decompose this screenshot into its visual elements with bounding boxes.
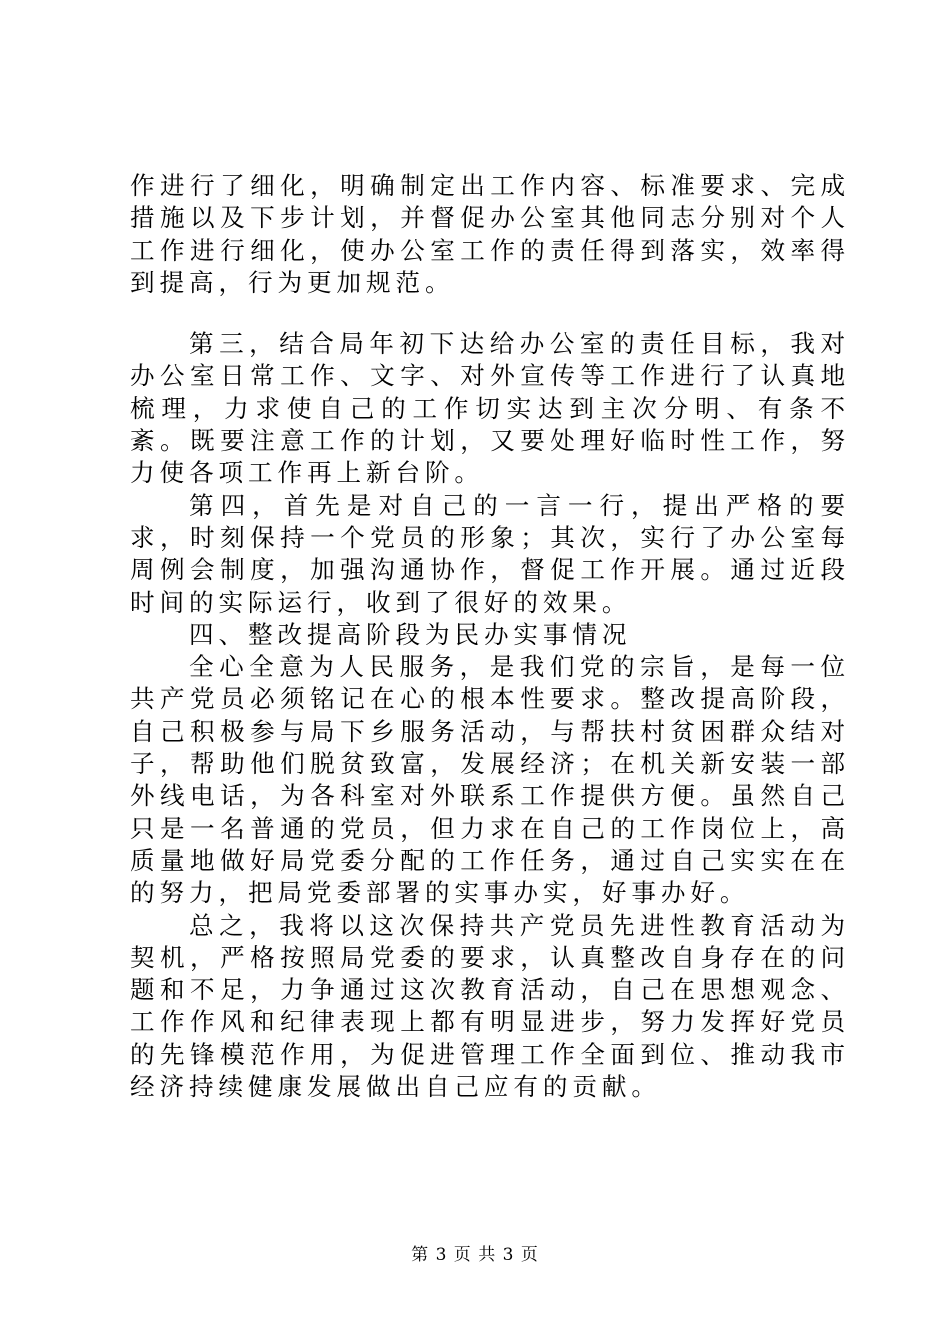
paragraph-gap <box>130 299 850 328</box>
paragraph-serve-people: 全心全意为人民服务，是我们党的宗旨，是每一位共产党员必须铭记在心的根本性要求。整改提高阶段，自己积极参与局下乡服务活动，与帮扶村贫困群众结对子，帮助他们脱贫致富，发展经济；在机关新安装一部外线电话，为各科室对外联系工作提供方便。虽然自己只是一名普通的党员，但力求在自己的工作岗位上，高质量地做好局党委分配的工作任务，通过自己实实在在的努力，把局党委部署的实事办实，好事办好。 <box>130 652 850 908</box>
document-body <box>130 170 850 1103</box>
page-number-footer: 第 3 页 共 3 页 <box>411 1245 539 1265</box>
paragraph-continuation: 作进行了细化，明确制定出工作内容、标准要求、完成措施以及下步计划，并督促办公室其他同志分别对个人工作进行细化，使办公室工作的责任得到落实，效率得到提高，行为更加规范。 <box>130 171 850 297</box>
paragraph-fourth: 第四，首先是对自己的一言一行，提出严格的要求，时刻保持一个党员的形象；其次，实行了办公室每周例会制度，加强沟通协作，督促工作开展。通过近段时间的实际运行，收到了很好的效果。 <box>130 490 850 617</box>
paragraph-conclusion: 总之，我将以这次保持共产党员先进性教育活动为契机，严格按照局党委的要求，认真整改自身存在的问题和不足，力争通过这次教育活动，自己在思想观念、工作作风和纪律表现上都有明显进步，努力发挥好党员的先锋模范作用，为促进管理工作全面到位、推动我市经济持续健康发展做出自己应有的贡献。 <box>130 910 850 1102</box>
paragraph-third: 第三，结合局年初下达给办公室的责任目标，我对办公室日常工作、文字、对外宣传等工作进行了认真地梳理，力求使自己的工作切实达到主次分明、有条不紊。既要注意工作的计划，又要处理好临时性工作，努力使各项工作再上新台阶。 <box>130 329 850 488</box>
section-heading-four: 四、整改提高阶段为民办实事情况 <box>189 619 632 649</box>
